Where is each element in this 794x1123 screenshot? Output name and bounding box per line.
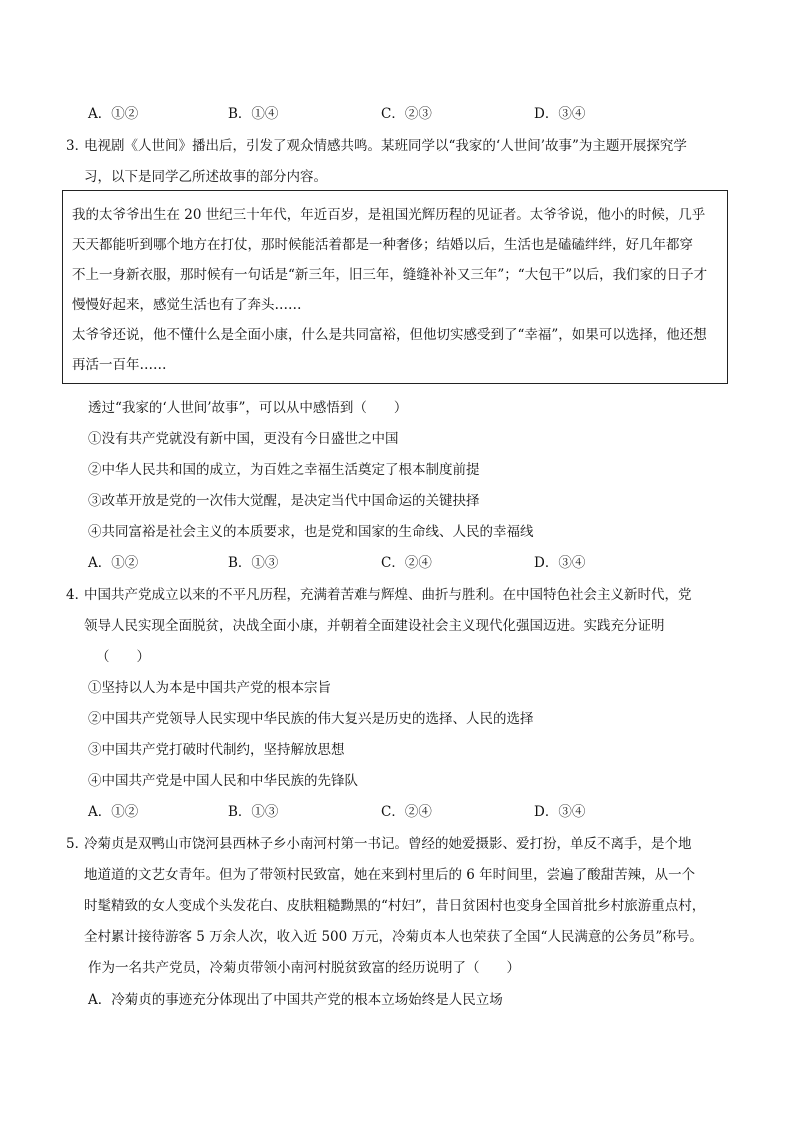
- q4-item-4: ④中国共产党是中国人民和中华民族的先锋队: [88, 773, 358, 789]
- q3-stem-line-2: 习，以下是同学乙所述故事的部分内容。: [84, 169, 327, 185]
- story-line-5: 太爷爷还说，他不懂什么是全面小康，什么是共同富裕，但他切实感受到了“幸福”，如果可以选择，他还想: [72, 327, 707, 343]
- q3-options: [88, 551, 728, 571]
- q4-stem-line-1: 中国共产党成立以来的不平凡历程，充满着苦难与辉煌、曲折与胜利。在中国特色社会主义新时代，党: [84, 587, 692, 603]
- q3-stem-line-1: 电视剧《人世间》播出后，引发了观众情感共鸣。某班同学以“我家的‘人世间’故事”为主题开展探究学: [84, 138, 687, 154]
- story-line-4: 慢慢好起来，感觉生活也有了奔头……: [72, 297, 302, 313]
- option-c[interactable]: C．②③: [381, 106, 432, 122]
- q4-item-1: ①坚持以人为本是中国共产党的根本宗旨: [88, 680, 331, 696]
- story-line-1: 我的太爷爷出生在 20 世纪三十年代，年近百岁，是祖国光辉历程的见证者。太爷爷说，他小的时候，几乎: [72, 207, 706, 223]
- q3-item-3: ③改革开放是党的一次伟大觉醒，是决定当代中国命运的关键抉择: [88, 493, 480, 509]
- q5-stem-line-5: 作为一名共产党员，冷菊贞带领小南河村脱贫致富的经历说明了（ ）: [88, 960, 520, 976]
- option-c[interactable]: C．②④: [381, 555, 432, 571]
- q4-item-3: ③中国共产党打破时代制约，坚持解放思想: [88, 742, 345, 758]
- q5-option-a[interactable]: A．冷菊贞的事迹充分体现出了中国共产党的根本立场始终是人民立场: [88, 992, 503, 1008]
- option-a[interactable]: A．①②: [88, 106, 139, 122]
- q3-number: 3．: [66, 138, 89, 154]
- option-b[interactable]: B．①④: [228, 106, 279, 122]
- q4-item-2: ②中国共产党领导人民实现中华民族的伟大复兴是历史的选择、人民的选择: [88, 711, 534, 727]
- q5-stem-line-2: 地道道的文艺女青年。但为了带领村民致富，她在来到村里后的 6 年时间里，尝遍了酸甜苦辣，从一个: [84, 867, 696, 883]
- q5-stem-line-3: 时髦精致的女人变成个头发花白、皮肤粗糙黝黑的“村妇”，昔日贫困村也变身全国首批乡村旅游重点村，: [84, 898, 706, 914]
- option-b[interactable]: B．①③: [228, 804, 279, 820]
- option-c[interactable]: C．②④: [381, 804, 432, 820]
- q5-number: 5．: [66, 836, 89, 852]
- option-d[interactable]: D．③④: [534, 804, 586, 820]
- story-line-6: 再活一百年……: [72, 357, 167, 373]
- q3-item-2: ②中华人民共和国的成立，为百姓之幸福生活奠定了根本制度前提: [88, 462, 480, 478]
- q4-number: 4．: [66, 587, 89, 603]
- story-line-2: 天天都能听到哪个地方在打仗，那时候能活着都是一种奢侈；结婚以后，生活也是磕磕绊绊，好几年都穿: [72, 237, 693, 253]
- q2-options: [88, 102, 728, 122]
- q3-story-box: [62, 190, 728, 384]
- q4-options: [88, 800, 728, 820]
- q3-item-1: ①没有共产党就没有新中国，更没有今日盛世之中国: [88, 431, 399, 447]
- option-d[interactable]: D．③④: [534, 555, 586, 571]
- option-a[interactable]: A．①②: [88, 804, 139, 820]
- q5-stem-line-1: 冷菊贞是双鸭山市饶河县西林子乡小南河村第一书记。曾经的她爱摄影、爱打扮，单反不离手，是个地: [84, 836, 692, 852]
- option-b[interactable]: B．①③: [228, 555, 279, 571]
- q3-item-4: ④共同富裕是社会主义的本质要求，也是党和国家的生命线、人民的幸福线: [88, 524, 534, 540]
- story-line-3: 不上一身新衣服，那时候有一句话是“新三年，旧三年，缝缝补补又三年”；“大包干”以后，我们家的日子才: [72, 267, 708, 283]
- q4-stem-line-3: （ ）: [96, 649, 150, 665]
- q5-stem-line-4: 全村累计接待游客 5 万余人次，收入近 500 万元，冷菊贞本人也荣获了全国“人民满意的公务员”称号。: [84, 929, 703, 945]
- q4-stem-line-2: 领导人民实现全面脱贫，决战全面小康，并朝着全面建设社会主义现代化强国迈进。实践充分证明: [84, 618, 665, 634]
- q3-question: 透过“我家的‘人世间’故事”，可以从中感悟到（ ）: [88, 400, 408, 416]
- option-a[interactable]: A．①②: [88, 555, 139, 571]
- option-d[interactable]: D．③④: [534, 106, 586, 122]
